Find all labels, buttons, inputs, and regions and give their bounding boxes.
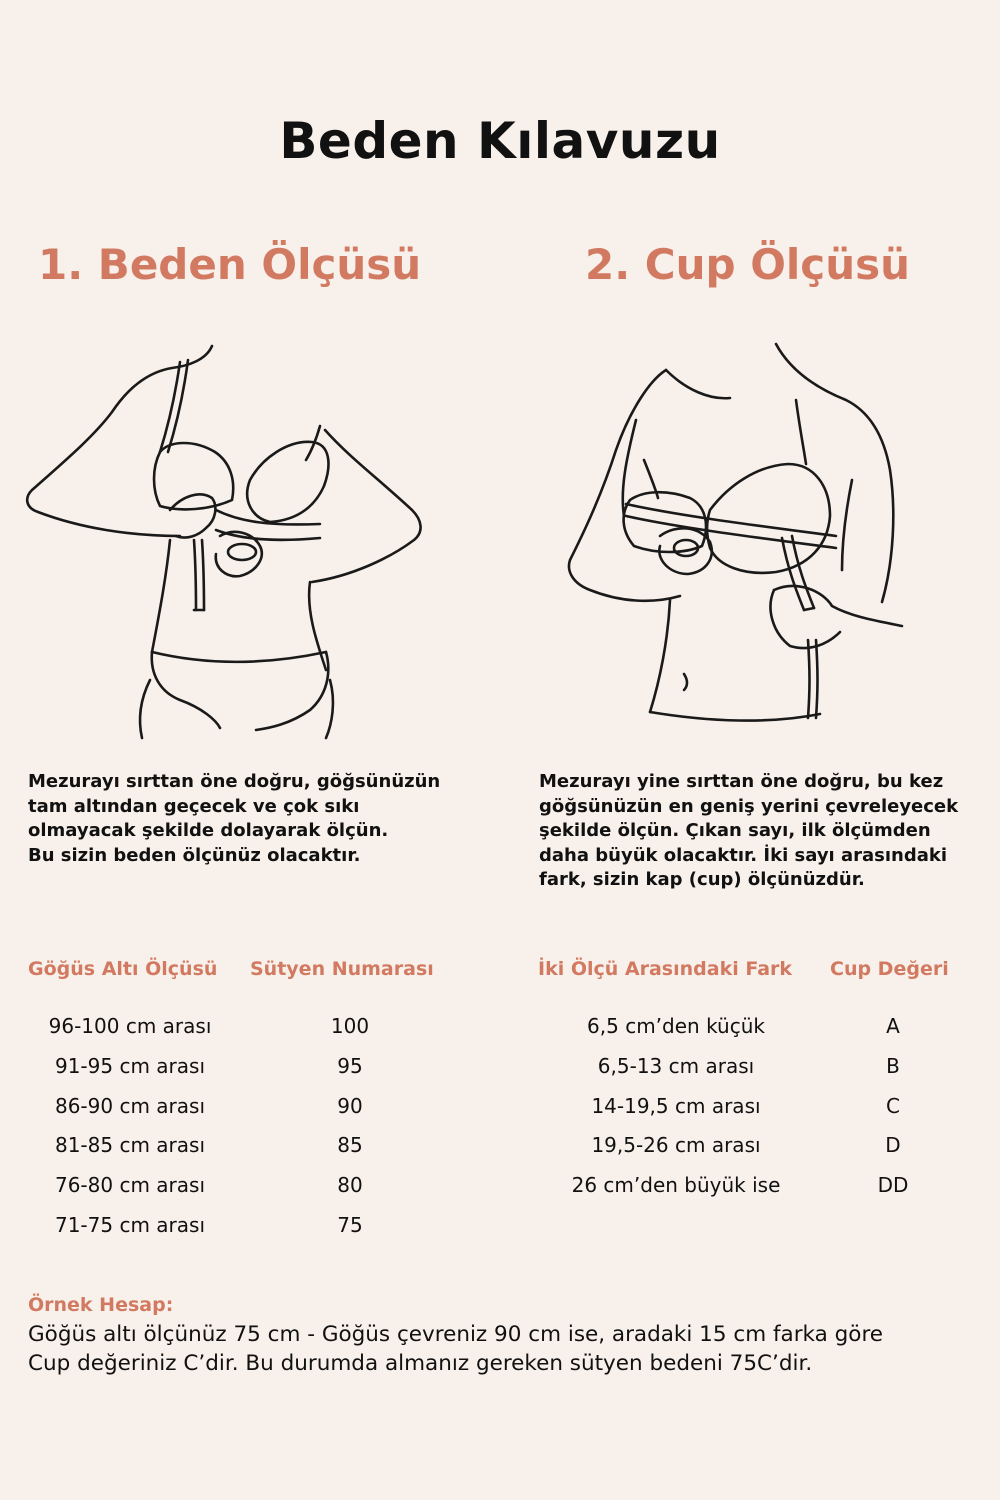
bra-size-value: 75: [337, 1212, 363, 1237]
section-heading-cup-size: 2. Cup Ölçüsü: [585, 240, 911, 289]
bra-size-value: 80: [337, 1173, 363, 1198]
table-row: [28, 1054, 468, 1094]
example-label: Örnek Hesap:: [28, 1294, 174, 1316]
table-row: [28, 1213, 468, 1253]
cup-value: A: [886, 1014, 900, 1038]
table-row: [28, 1014, 468, 1054]
cup-size-description: [539, 770, 979, 893]
band-size-table: [28, 958, 468, 1237]
table-row: [538, 1133, 978, 1173]
difference-range: 26 cm’den büyük ise: [571, 1173, 781, 1198]
table-row: [28, 1173, 468, 1213]
underbust-range: 81-85 cm arası: [54, 1133, 206, 1158]
description-line: Bu sizin beden ölçünüz olacaktır.: [28, 844, 361, 866]
section-heading-band-size: 1. Beden Ölçüsü: [38, 240, 422, 289]
table-row: [538, 1094, 978, 1134]
band-size-description: [28, 770, 468, 868]
cup-value: C: [886, 1093, 900, 1118]
difference-range: 6,5 cm’den küçük: [587, 1014, 765, 1038]
underbust-range: 76-80 cm arası: [54, 1173, 206, 1198]
description-line: olmayacak şekilde dolayarak ölçün.: [28, 820, 389, 841]
difference-range: 6,5-13 cm arası: [597, 1053, 755, 1078]
example-line: Göğüs altı ölçünüz 75 cm - Göğüs çevreniz 90 cm ise, aradaki 15 cm farka göre: [28, 1322, 884, 1347]
bra-size-value: 90: [337, 1093, 363, 1118]
column-header-bra-size: Sütyen Numarası: [250, 958, 434, 980]
underbust-range: 91-95 cm arası: [54, 1053, 206, 1078]
difference-range: 19,5-26 cm arası: [591, 1133, 761, 1158]
underbust-range: 96-100 cm arası: [48, 1014, 212, 1038]
cup-value: D: [885, 1133, 901, 1158]
bra-size-value: 95: [337, 1053, 363, 1078]
cup-measurement-illustration: [560, 340, 920, 740]
table-header: [28, 958, 468, 998]
difference-range: 14-19,5 cm arası: [591, 1093, 761, 1118]
description-line: Mezurayı yine sırttan öne doğru, bu kez: [539, 771, 944, 792]
bra-size-value: 85: [337, 1133, 363, 1158]
cup-value: DD: [877, 1173, 909, 1198]
bra-size-value: 100: [330, 1014, 370, 1038]
description-line: fark, sizin kap (cup) ölçünüzdür.: [539, 869, 865, 890]
underbust-range: 86-90 cm arası: [54, 1093, 206, 1118]
table-row: [538, 1014, 978, 1054]
description-line: şekilde ölçün. Çıkan sayı, ilk ölçümden: [539, 820, 931, 841]
column-header-underbust: Göğüs Altı Ölçüsü: [28, 958, 218, 980]
example-text: [28, 1320, 978, 1378]
underbust-range: 71-75 cm arası: [54, 1212, 206, 1237]
column-header-difference: İki Ölçü Arasındaki Fark: [538, 958, 793, 980]
table-row: [538, 1173, 978, 1213]
cup-value: B: [886, 1053, 900, 1078]
table-row: [28, 1133, 468, 1173]
example-line: Cup değeriniz C’dir. Bu durumda almanız gereken sütyen bedeni 75C’dir.: [28, 1351, 813, 1376]
description-line: tam altından geçecek ve çok sıkı: [28, 795, 360, 817]
column-header-cup-value: Cup Değeri: [830, 958, 949, 980]
table-row: [28, 1094, 468, 1134]
description-line: daha büyük olacaktır. İki sayı arasındaki: [539, 844, 948, 866]
table-row: [538, 1054, 978, 1094]
cup-size-table: [538, 958, 978, 1198]
underbust-measurement-illustration: [20, 340, 440, 740]
table-header: [538, 958, 978, 998]
description-line: göğsünüzün en geniş yerini çevreleyecek: [539, 795, 959, 817]
page-title: Beden Kılavuzu: [279, 112, 721, 170]
description-line: Mezurayı sırttan öne doğru, göğsünüzün: [28, 771, 441, 792]
